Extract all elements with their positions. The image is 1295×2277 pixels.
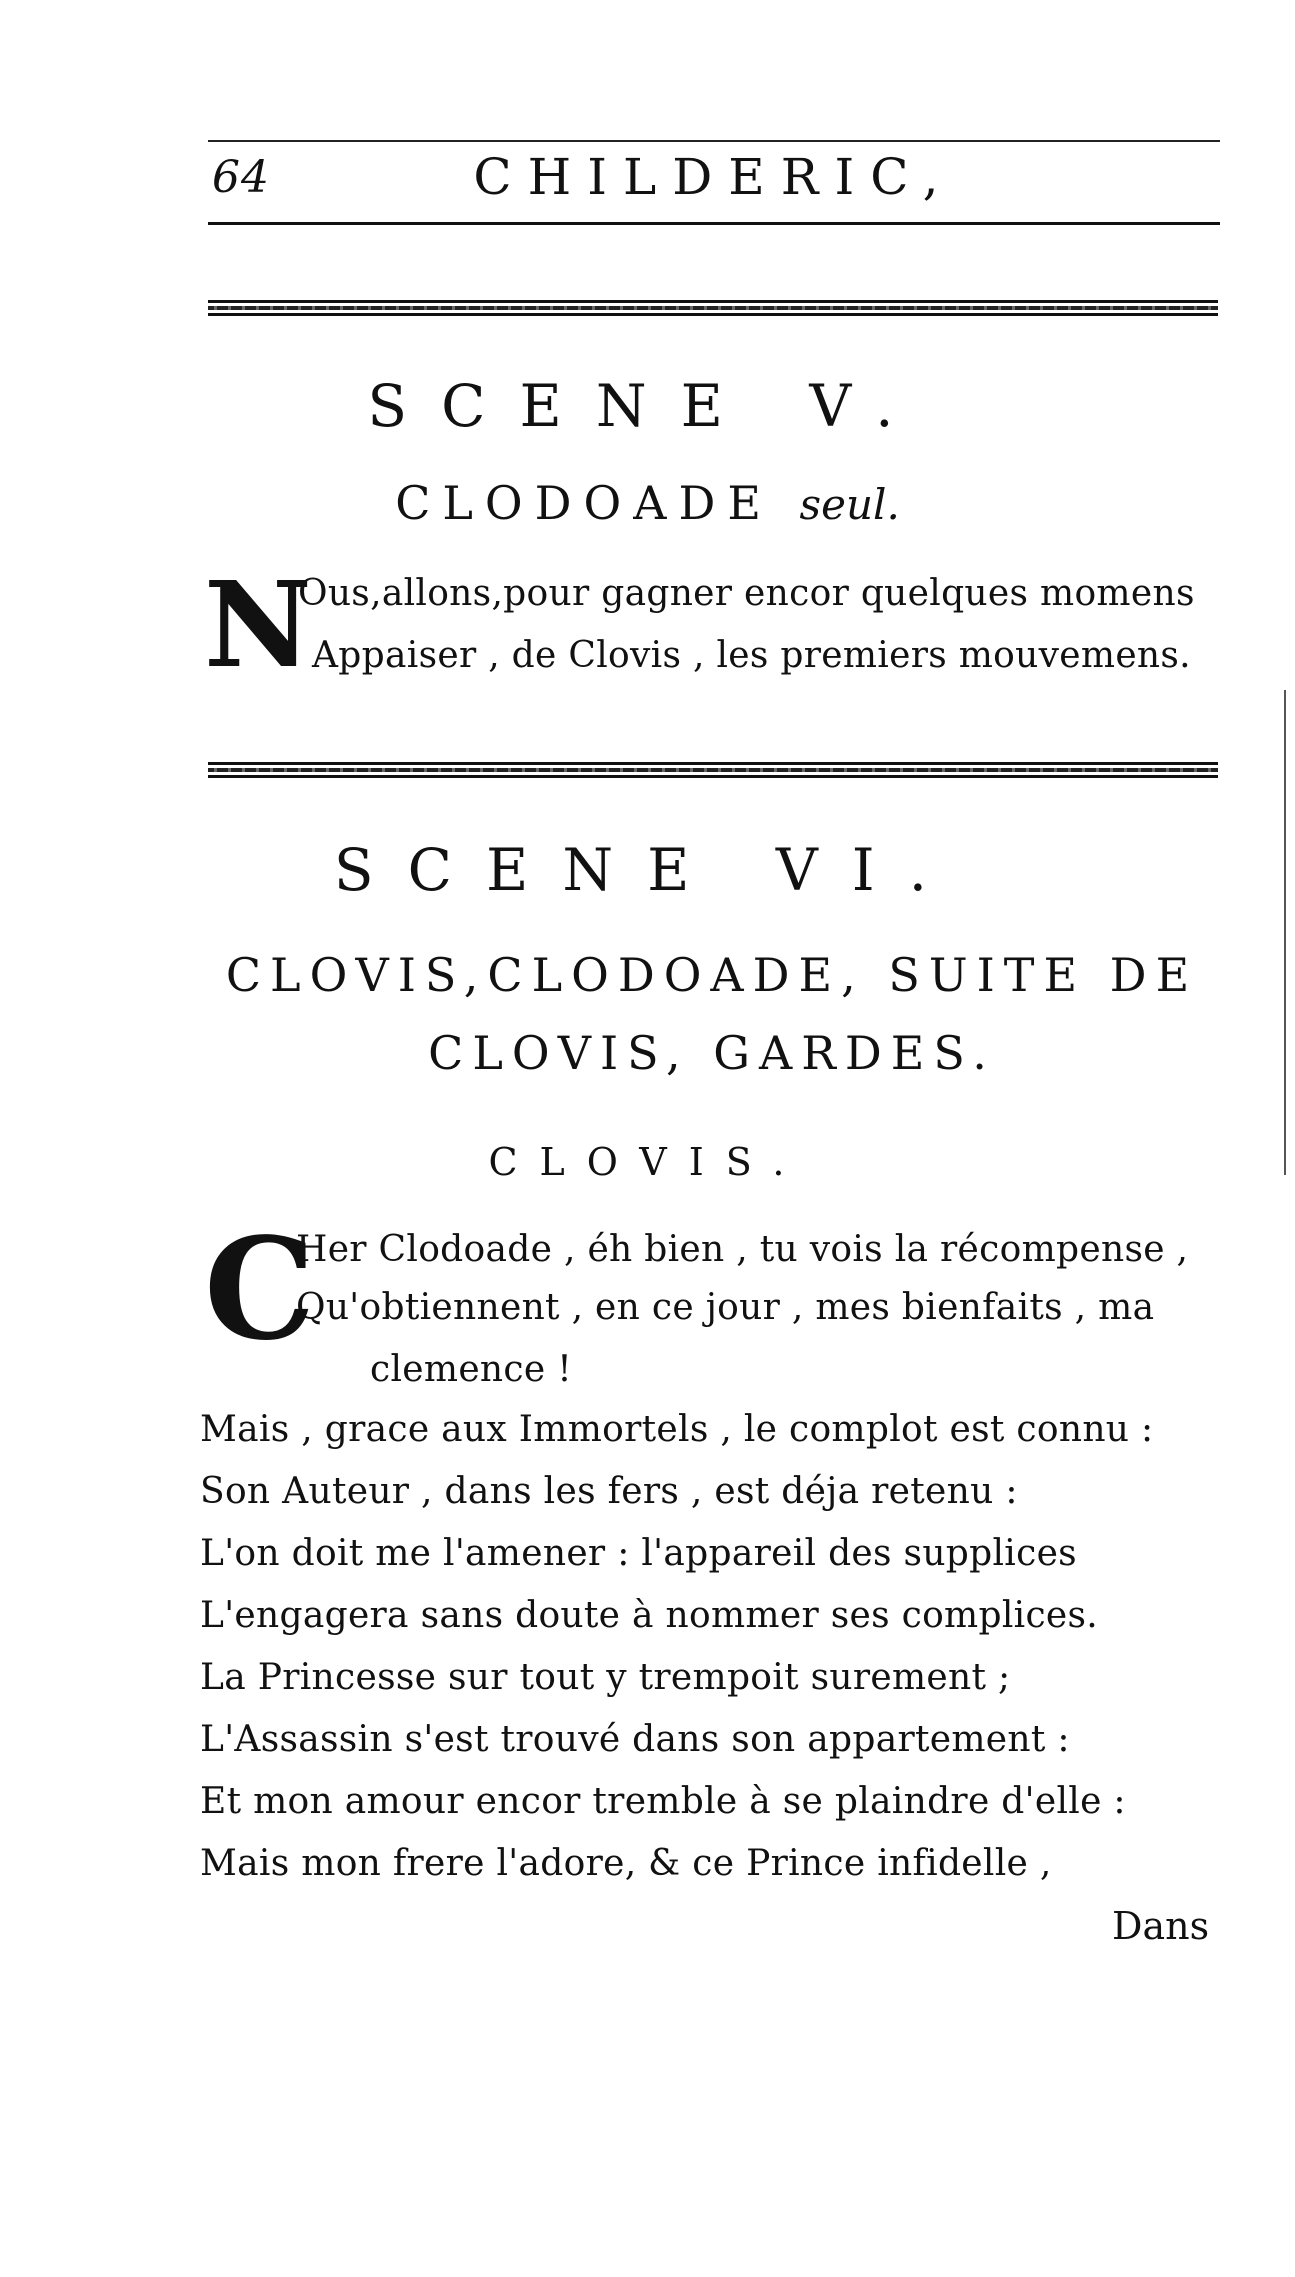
header-rule-bottom bbox=[208, 222, 1220, 225]
verse-line: Qu'obtiennent , en ce jour , mes bienfaits , ma bbox=[296, 1287, 1155, 1328]
scene-5-heading: SCENE V. bbox=[367, 372, 928, 440]
running-head bbox=[208, 132, 1220, 218]
speaker-name: CLOVIS. bbox=[488, 1140, 807, 1184]
verse-line: Mais mon frere l'adore, & ce Prince infidelle , bbox=[200, 1843, 1052, 1884]
scene-divider-rule bbox=[208, 762, 1218, 778]
drop-cap-n: N bbox=[204, 555, 312, 694]
verse-line: La Princesse sur tout y trempoit surement ; bbox=[200, 1657, 1011, 1698]
scene-5-speaker-line bbox=[0, 476, 1295, 530]
cast-list-line-2: CLOVIS, GARDES. bbox=[428, 1026, 996, 1080]
running-title: CHILDERIC, bbox=[473, 148, 955, 206]
verse-line: Son Auteur , dans les fers , est déja retenu : bbox=[200, 1471, 1018, 1512]
verse-line: L'engagera sans doute à nommer ses complices. bbox=[200, 1595, 1099, 1636]
scene-6-heading: SCENE VI. bbox=[333, 836, 962, 904]
verse-line: Mais , grace aux Immortels , le complot est connu : bbox=[200, 1409, 1154, 1450]
cast-list-line-1: CLOVIS,CLODOADE, SUITE DE bbox=[225, 948, 1199, 1002]
margin-line bbox=[1284, 690, 1286, 1175]
scene-5-speaker: CLODOADE bbox=[395, 476, 773, 530]
verse-line: Appaiser , de Clovis , les premiers mouvemens. bbox=[312, 635, 1191, 676]
scene-6-opening-verse bbox=[200, 1208, 1230, 1404]
header-rule-top bbox=[208, 140, 1220, 142]
page-number: 64 bbox=[212, 152, 270, 203]
stage-direction: seul. bbox=[799, 480, 900, 529]
verse-continuation: clemence ! bbox=[370, 1349, 572, 1390]
verse-line: L'Assassin s'est trouvé dans son appartement : bbox=[200, 1719, 1070, 1760]
scene-5-verse-block bbox=[200, 555, 1230, 696]
scene-divider-rule bbox=[208, 300, 1218, 316]
drop-cap-c: C bbox=[204, 1208, 316, 1372]
verse-line: L'on doit me l'amener : l'appareil des supplices bbox=[200, 1533, 1077, 1574]
verse-line: Et mon amour encor tremble à se plaindre d'elle : bbox=[200, 1781, 1126, 1822]
catchword: Dans bbox=[1112, 1904, 1210, 1948]
verse-line: Her Clodoade , éh bien , tu vois la récompense , bbox=[296, 1229, 1189, 1270]
scene-6-verse bbox=[200, 1408, 1230, 1908]
verse-line: Ous,allons,pour gagner encor quelques momens bbox=[298, 573, 1195, 614]
